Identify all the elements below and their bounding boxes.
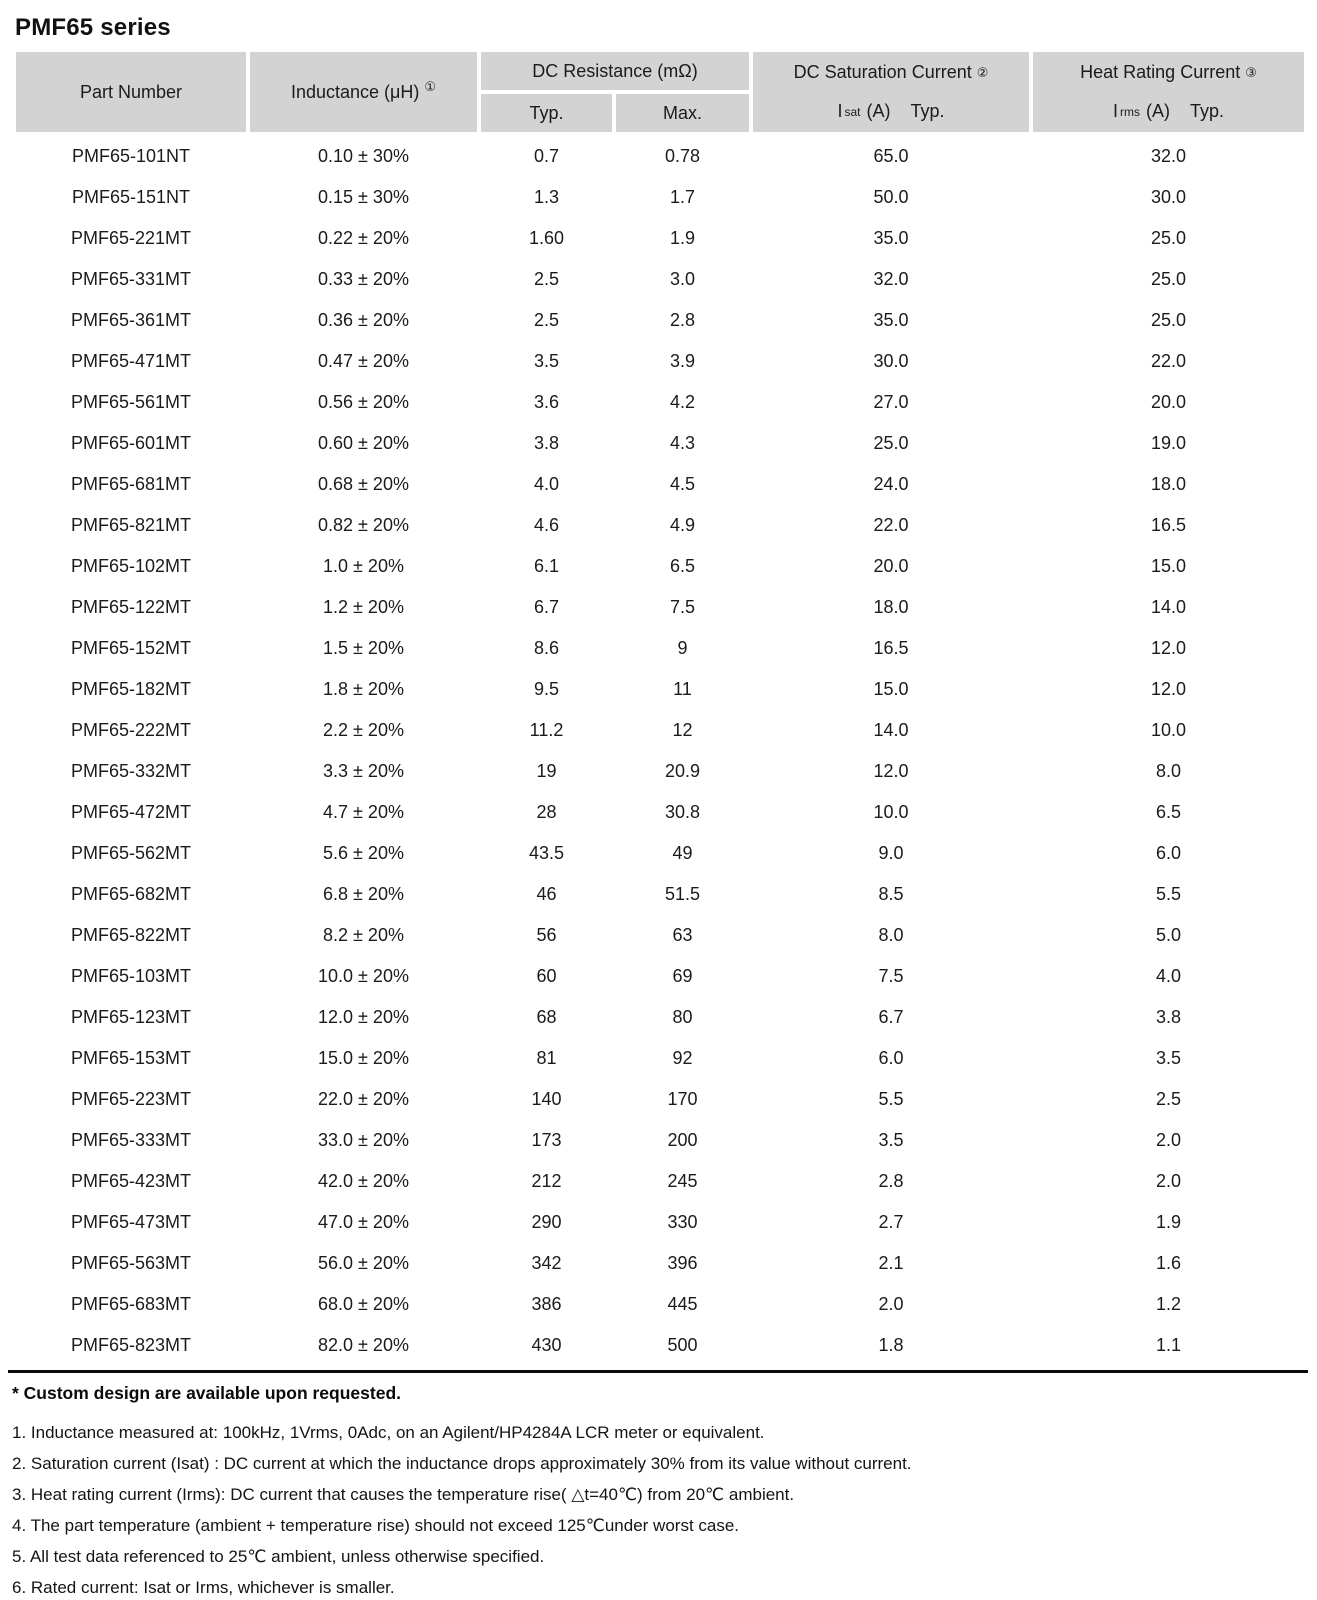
cell-part-number: PMF65-473MT <box>70 1212 192 1232</box>
cell-dcr-max: 4.3 <box>669 433 696 453</box>
cell-irms: 1.9 <box>1156 1212 1182 1232</box>
cell-part-number: PMF65-823MT <box>70 1335 192 1355</box>
cell-dcr-max: 63 <box>672 925 693 945</box>
table-row <box>14 382 1306 423</box>
cell-isat: 12.0 <box>873 761 909 781</box>
cell-dcr-typ: 81 <box>536 1048 557 1068</box>
cell-isat: 32.0 <box>873 269 909 289</box>
cell-inductance: 15.0 ± 20% <box>318 1048 409 1068</box>
cell-isat: 2.0 <box>878 1294 904 1314</box>
cell-dcr-typ: 4.0 <box>533 474 560 494</box>
cell-part-number: PMF65-681MT <box>70 474 192 494</box>
cell-irms: 12.0 <box>1150 679 1187 699</box>
saturation-label: DC Saturation Current <box>793 62 972 82</box>
table-row <box>14 1325 1306 1366</box>
col-header-typ: Typ. <box>479 92 614 134</box>
cell-irms: 6.0 <box>1156 843 1182 863</box>
col-header-inductance <box>248 50 479 134</box>
cell-dcr-typ: 9.5 <box>533 679 560 699</box>
cell-dcr-typ: 19 <box>536 761 557 781</box>
isat-unit: (A) <box>866 101 891 121</box>
table-row <box>14 177 1306 218</box>
cell-inductance: 0.36 ± 20% <box>318 310 409 330</box>
table-row <box>14 956 1306 997</box>
cell-inductance: 33.0 ± 20% <box>318 1130 409 1150</box>
cell-irms: 1.2 <box>1156 1294 1182 1314</box>
cell-irms: 16.5 <box>1150 515 1187 535</box>
cell-dcr-typ: 43.5 <box>528 843 565 863</box>
inductance-label: Inductance (μH) <box>290 81 420 102</box>
cell-dcr-typ: 6.7 <box>533 597 560 617</box>
cell-irms: 1.6 <box>1156 1253 1182 1273</box>
footnote-4: 4. The part temperature (ambient + temperature rise) should not exceed 125℃under worst case. <box>12 1516 740 1535</box>
cell-dcr-max: 2.8 <box>669 310 696 330</box>
cell-isat: 27.0 <box>873 392 909 412</box>
cell-inductance: 1.5 ± 20% <box>323 638 404 658</box>
cell-irms: 25.0 <box>1150 269 1187 289</box>
cell-inductance: 6.8 ± 20% <box>323 884 404 904</box>
cell-dcr-typ: 6.1 <box>533 556 560 576</box>
cell-inductance: 1.8 ± 20% <box>323 679 404 699</box>
cell-dcr-typ: 386 <box>531 1294 562 1314</box>
datasheet-page <box>0 14 1317 1600</box>
table-row <box>14 751 1306 792</box>
cell-part-number: PMF65-222MT <box>70 720 192 740</box>
cell-inductance: 1.0 ± 20% <box>323 556 404 576</box>
cell-part-number: PMF65-223MT <box>70 1089 192 1109</box>
cell-dcr-max: 69 <box>672 966 693 986</box>
cell-irms: 25.0 <box>1150 310 1187 330</box>
cell-isat: 50.0 <box>873 187 909 207</box>
cell-dcr-typ: 3.5 <box>533 351 560 371</box>
cell-dcr-typ: 68 <box>536 1007 557 1027</box>
cell-part-number: PMF65-682MT <box>70 884 192 904</box>
cell-isat: 14.0 <box>873 720 909 740</box>
cell-irms: 30.0 <box>1150 187 1187 207</box>
cell-isat: 35.0 <box>873 228 909 248</box>
cell-isat: 25.0 <box>873 433 909 453</box>
cell-inductance: 0.82 ± 20% <box>318 515 409 535</box>
heat-rating-label: Heat Rating Current <box>1080 62 1241 82</box>
cell-dcr-typ: 2.5 <box>533 310 560 330</box>
cell-dcr-typ: 342 <box>531 1253 562 1273</box>
cell-isat: 6.7 <box>878 1007 904 1027</box>
cell-part-number: PMF65-333MT <box>70 1130 192 1150</box>
cell-irms: 12.0 <box>1150 638 1187 658</box>
isat-typ-label: Typ. <box>910 101 945 121</box>
cell-part-number: PMF65-361MT <box>70 310 192 330</box>
table-row <box>14 341 1306 382</box>
cell-irms: 3.5 <box>1156 1048 1182 1068</box>
divider-line <box>8 1370 1308 1373</box>
cell-isat: 30.0 <box>873 351 909 371</box>
cell-dcr-max: 30.8 <box>664 802 701 822</box>
footnote-ref-1: ① <box>424 78 437 94</box>
cell-dcr-typ: 430 <box>531 1335 562 1355</box>
cell-inductance: 0.68 ± 20% <box>318 474 409 494</box>
table-row <box>14 1079 1306 1120</box>
cell-isat: 20.0 <box>873 556 909 576</box>
footnote-3: 3. Heat rating current (Irms): DC current that causes the temperature rise( △t=40℃) from 20℃ ambient. <box>12 1485 795 1504</box>
cell-dcr-max: 0.78 <box>664 146 701 166</box>
cell-part-number: PMF65-332MT <box>70 761 192 781</box>
cell-isat: 8.0 <box>878 925 904 945</box>
table-row <box>14 710 1306 751</box>
cell-dcr-max: 20.9 <box>664 761 701 781</box>
cell-dcr-max: 1.7 <box>669 187 696 207</box>
cell-part-number: PMF65-562MT <box>70 843 192 863</box>
footnote-1: 1. Inductance measured at: 100kHz, 1Vrms, 0Adc, on an Agilent/HP4284A LCR meter or equivalent. <box>12 1423 765 1442</box>
cell-inductance: 0.56 ± 20% <box>318 392 409 412</box>
cell-part-number: PMF65-472MT <box>70 802 192 822</box>
irms-symbol: I <box>1113 101 1119 121</box>
cell-dcr-max: 4.5 <box>669 474 696 494</box>
cell-inductance: 12.0 ± 20% <box>318 1007 409 1027</box>
cell-dcr-max: 396 <box>667 1253 698 1273</box>
cell-dcr-max: 9 <box>677 638 688 658</box>
col-header-max: Max. <box>614 92 751 134</box>
table-row <box>14 218 1306 259</box>
cell-inductance: 0.47 ± 20% <box>318 351 409 371</box>
cell-irms: 20.0 <box>1150 392 1187 412</box>
cell-dcr-typ: 4.6 <box>533 515 560 535</box>
cell-dcr-typ: 140 <box>531 1089 562 1109</box>
table-row <box>14 300 1306 341</box>
cell-part-number: PMF65-423MT <box>70 1171 192 1191</box>
cell-irms: 8.0 <box>1156 761 1182 781</box>
cell-inductance: 4.7 ± 20% <box>323 802 404 822</box>
table-row <box>14 1202 1306 1243</box>
cell-dcr-max: 49 <box>672 843 693 863</box>
cell-irms: 6.5 <box>1156 802 1182 822</box>
cell-dcr-max: 3.9 <box>669 351 696 371</box>
cell-irms: 19.0 <box>1150 433 1187 453</box>
cell-inductance: 47.0 ± 20% <box>318 1212 409 1232</box>
cell-part-number: PMF65-821MT <box>70 515 192 535</box>
cell-isat: 9.0 <box>878 843 904 863</box>
cell-dcr-max: 200 <box>667 1130 698 1150</box>
cell-part-number: PMF65-221MT <box>70 228 192 248</box>
cell-inductance: 10.0 ± 20% <box>318 966 409 986</box>
cell-isat: 24.0 <box>873 474 909 494</box>
table-row <box>14 546 1306 587</box>
cell-dcr-max: 80 <box>672 1007 693 1027</box>
cell-isat: 18.0 <box>873 597 909 617</box>
cell-part-number: PMF65-563MT <box>70 1253 192 1273</box>
cell-part-number: PMF65-103MT <box>70 966 192 986</box>
table-row <box>14 792 1306 833</box>
cell-inductance: 82.0 ± 20% <box>318 1335 409 1355</box>
cell-dcr-typ: 3.8 <box>533 433 560 453</box>
cell-part-number: PMF65-151NT <box>71 187 191 207</box>
custom-design-note: * Custom design are available upon requested. <box>12 1383 401 1403</box>
cell-part-number: PMF65-683MT <box>70 1294 192 1314</box>
col-header-saturation-current: DC Saturation Current ② I sat (A) Typ. <box>751 50 1031 134</box>
cell-isat: 5.5 <box>878 1089 904 1109</box>
cell-dcr-typ: 46 <box>536 884 557 904</box>
table-row <box>14 833 1306 874</box>
cell-dcr-max: 330 <box>667 1212 698 1232</box>
spec-table <box>12 48 1308 1366</box>
cell-irms: 4.0 <box>1156 966 1182 986</box>
cell-irms: 5.5 <box>1156 884 1182 904</box>
irms-unit: (A) <box>1146 101 1171 121</box>
cell-dcr-max: 92 <box>672 1048 693 1068</box>
cell-irms: 32.0 <box>1150 146 1187 166</box>
cell-inductance: 0.60 ± 20% <box>318 433 409 453</box>
cell-dcr-typ: 2.5 <box>533 269 560 289</box>
cell-dcr-typ: 0.7 <box>533 146 560 166</box>
table-row <box>14 997 1306 1038</box>
cell-dcr-typ: 56 <box>536 925 557 945</box>
table-body <box>14 134 1306 1366</box>
footnote-2: 2. Saturation current (Isat) : DC current at which the inductance drops approximately 30% from its value without current. <box>12 1454 912 1473</box>
cell-irms: 22.0 <box>1150 351 1187 371</box>
cell-irms: 15.0 <box>1150 556 1187 576</box>
col-header-heat-rating-current: Heat Rating Current ③ I rms (A) Typ. <box>1031 50 1306 134</box>
table-row <box>14 423 1306 464</box>
cell-dcr-typ: 28 <box>536 802 557 822</box>
cell-part-number: PMF65-182MT <box>70 679 192 699</box>
col-header-dc-resistance <box>479 50 751 92</box>
cell-inductance: 1.2 ± 20% <box>323 597 404 617</box>
cell-isat: 2.1 <box>878 1253 904 1273</box>
cell-dcr-max: 51.5 <box>664 884 701 904</box>
cell-inductance: 68.0 ± 20% <box>318 1294 409 1314</box>
cell-part-number: PMF65-822MT <box>70 925 192 945</box>
cell-dcr-max: 1.9 <box>669 228 696 248</box>
table-row <box>14 505 1306 546</box>
cell-irms: 1.1 <box>1156 1335 1182 1355</box>
cell-part-number: PMF65-331MT <box>70 269 192 289</box>
cell-dcr-max: 170 <box>667 1089 698 1109</box>
cell-part-number: PMF65-601MT <box>70 433 192 453</box>
cell-dcr-max: 4.9 <box>669 515 696 535</box>
cell-dcr-max: 445 <box>667 1294 698 1314</box>
cell-inductance: 0.15 ± 30% <box>318 187 409 207</box>
cell-irms: 2.5 <box>1156 1089 1182 1109</box>
table-row <box>14 1161 1306 1202</box>
cell-isat: 8.5 <box>878 884 904 904</box>
cell-part-number: PMF65-471MT <box>70 351 192 371</box>
table-row <box>14 628 1306 669</box>
cell-isat: 35.0 <box>873 310 909 330</box>
cell-inductance: 56.0 ± 20% <box>318 1253 409 1273</box>
cell-dcr-typ: 1.60 <box>528 228 565 248</box>
cell-inductance: 22.0 ± 20% <box>318 1089 409 1109</box>
col-header-part-number <box>14 50 248 134</box>
cell-dcr-typ: 290 <box>531 1212 562 1232</box>
table-row <box>14 1284 1306 1325</box>
cell-irms: 14.0 <box>1150 597 1187 617</box>
irms-typ-label: Typ. <box>1190 101 1225 121</box>
cell-isat: 22.0 <box>873 515 909 535</box>
footnote-6: 6. Rated current: Isat or Irms, whichever is smaller. <box>12 1578 395 1597</box>
cell-dcr-typ: 11.2 <box>529 720 564 740</box>
cell-dcr-typ: 212 <box>531 1171 562 1191</box>
cell-isat: 6.0 <box>878 1048 904 1068</box>
cell-dcr-max: 7.5 <box>669 597 696 617</box>
cell-dcr-typ: 8.6 <box>533 638 560 658</box>
cell-inductance: 3.3 ± 20% <box>323 761 404 781</box>
table-row <box>14 134 1306 177</box>
cell-dcr-max: 6.5 <box>669 556 696 576</box>
cell-inductance: 42.0 ± 20% <box>318 1171 409 1191</box>
dc-resistance-label: DC Resistance (mΩ) <box>532 60 698 81</box>
cell-isat: 2.7 <box>878 1212 904 1232</box>
cell-dcr-max: 245 <box>667 1171 698 1191</box>
cell-dcr-max: 11 <box>673 679 692 699</box>
footnote-5: 5. All test data referenced to 25℃ ambient, unless otherwise specified. <box>12 1547 545 1566</box>
cell-part-number: PMF65-153MT <box>70 1048 192 1068</box>
cell-isat: 16.5 <box>873 638 909 658</box>
cell-irms: 2.0 <box>1156 1130 1182 1150</box>
table-row <box>14 259 1306 300</box>
table-row <box>14 915 1306 956</box>
cell-irms: 25.0 <box>1150 228 1187 248</box>
footnotes <box>12 1417 1317 1600</box>
table-row <box>14 669 1306 710</box>
cell-part-number: PMF65-152MT <box>70 638 192 658</box>
cell-irms: 5.0 <box>1156 925 1182 945</box>
cell-inductance: 8.2 ± 20% <box>323 925 404 945</box>
cell-isat: 10.0 <box>873 802 909 822</box>
cell-part-number: PMF65-122MT <box>70 597 192 617</box>
cell-part-number: PMF65-123MT <box>70 1007 192 1027</box>
cell-irms: 18.0 <box>1150 474 1187 494</box>
cell-part-number: PMF65-561MT <box>70 392 192 412</box>
cell-dcr-typ: 3.6 <box>533 392 560 412</box>
cell-isat: 2.8 <box>878 1171 904 1191</box>
cell-isat: 65.0 <box>873 146 909 166</box>
part-number-label: Part Number <box>79 81 183 102</box>
cell-part-number: PMF65-101NT <box>71 146 191 166</box>
table-row <box>14 464 1306 505</box>
table-row <box>14 1120 1306 1161</box>
cell-irms: 3.8 <box>1156 1007 1182 1027</box>
cell-isat: 15.0 <box>873 679 909 699</box>
cell-dcr-typ: 1.3 <box>533 187 560 207</box>
cell-isat: 1.8 <box>878 1335 904 1355</box>
cell-inductance: 0.22 ± 20% <box>318 228 409 248</box>
cell-dcr-max: 3.0 <box>669 269 696 289</box>
cell-dcr-max: 500 <box>667 1335 698 1355</box>
cell-inductance: 0.10 ± 30% <box>318 146 409 166</box>
table-row <box>14 874 1306 915</box>
cell-part-number: PMF65-102MT <box>70 556 192 576</box>
cell-dcr-typ: 173 <box>531 1130 562 1150</box>
cell-isat: 7.5 <box>878 966 904 986</box>
page-title: PMF65 series <box>15 14 171 41</box>
table-row <box>14 587 1306 628</box>
cell-isat: 3.5 <box>878 1130 904 1150</box>
cell-inductance: 5.6 ± 20% <box>323 843 404 863</box>
table-row <box>14 1038 1306 1079</box>
cell-irms: 10.0 <box>1150 720 1187 740</box>
cell-inductance: 2.2 ± 20% <box>323 720 404 740</box>
cell-dcr-max: 12 <box>672 720 693 740</box>
table-row <box>14 1243 1306 1284</box>
table-header <box>14 50 1306 134</box>
cell-dcr-max: 4.2 <box>669 392 696 412</box>
cell-dcr-typ: 60 <box>536 966 557 986</box>
isat-symbol: I <box>837 101 843 121</box>
cell-irms: 2.0 <box>1156 1171 1182 1191</box>
cell-inductance: 0.33 ± 20% <box>318 269 409 289</box>
